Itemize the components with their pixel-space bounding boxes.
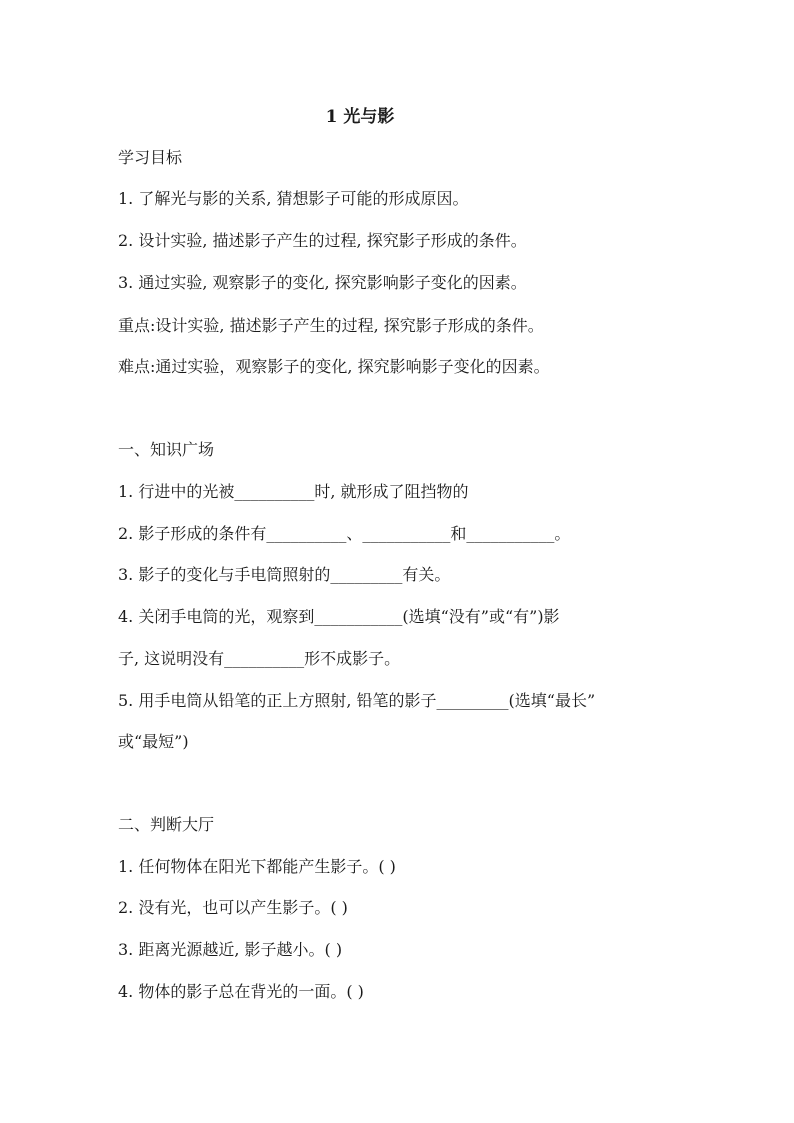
fill-blank-line-4-continued: 子, 这说明没有__________形不成影子。 [118, 649, 401, 668]
judgment-item-3: 3. 距离光源越近, 影子越小。( ) [118, 940, 343, 959]
objectives-heading: 学习目标 [118, 148, 183, 167]
judgment-item-4: 4. 物体的影子总在背光的一面。( ) [118, 982, 364, 1001]
fill-blank-line-1: 1. 行进中的光被__________时, 就形成了阻挡物的 [118, 482, 469, 501]
page-title: 1 光与影 [325, 107, 395, 127]
fill-blank-line-5: 5. 用手电筒从铅笔的正上方照射, 铅笔的影子_________(选填“最长” [118, 691, 596, 710]
fill-blank-line-5-continued: 或“最短”) [118, 732, 189, 751]
fill-blank-line-3: 3. 影子的变化与手电筒照射的_________有关。 [118, 565, 451, 584]
objective-item-2: 2. 设计实验, 描述影子产生的过程, 探究影子形成的条件。 [118, 231, 527, 250]
section-2-heading: 二、判断大厅 [118, 815, 215, 834]
judgment-item-1: 1. 任何物体在阳光下都能产生影子。( ) [118, 857, 396, 876]
objective-item-1: 1. 了解光与影的关系, 猜想影子可能的形成原因。 [118, 189, 469, 208]
judgment-item-2: 2. 没有光，也可以产生影子。( ) [118, 898, 348, 917]
fill-blank-line-2: 2. 影子形成的条件有__________、___________和___________。 [118, 524, 571, 543]
section-1-heading: 一、知识广场 [118, 440, 215, 459]
fill-blank-line-4: 4. 关闭手电筒的光，观察到___________(选填“没有”或“有”)影 [118, 607, 560, 626]
difficult-point: 难点:通过实验，观察影子的变化, 探究影响影子变化的因素。 [118, 357, 550, 376]
objective-item-3: 3. 通过实验, 观察影子的变化, 探究影响影子变化的因素。 [118, 273, 527, 292]
key-point: 重点:设计实验, 描述影子产生的过程, 探究影子形成的条件。 [118, 316, 544, 335]
